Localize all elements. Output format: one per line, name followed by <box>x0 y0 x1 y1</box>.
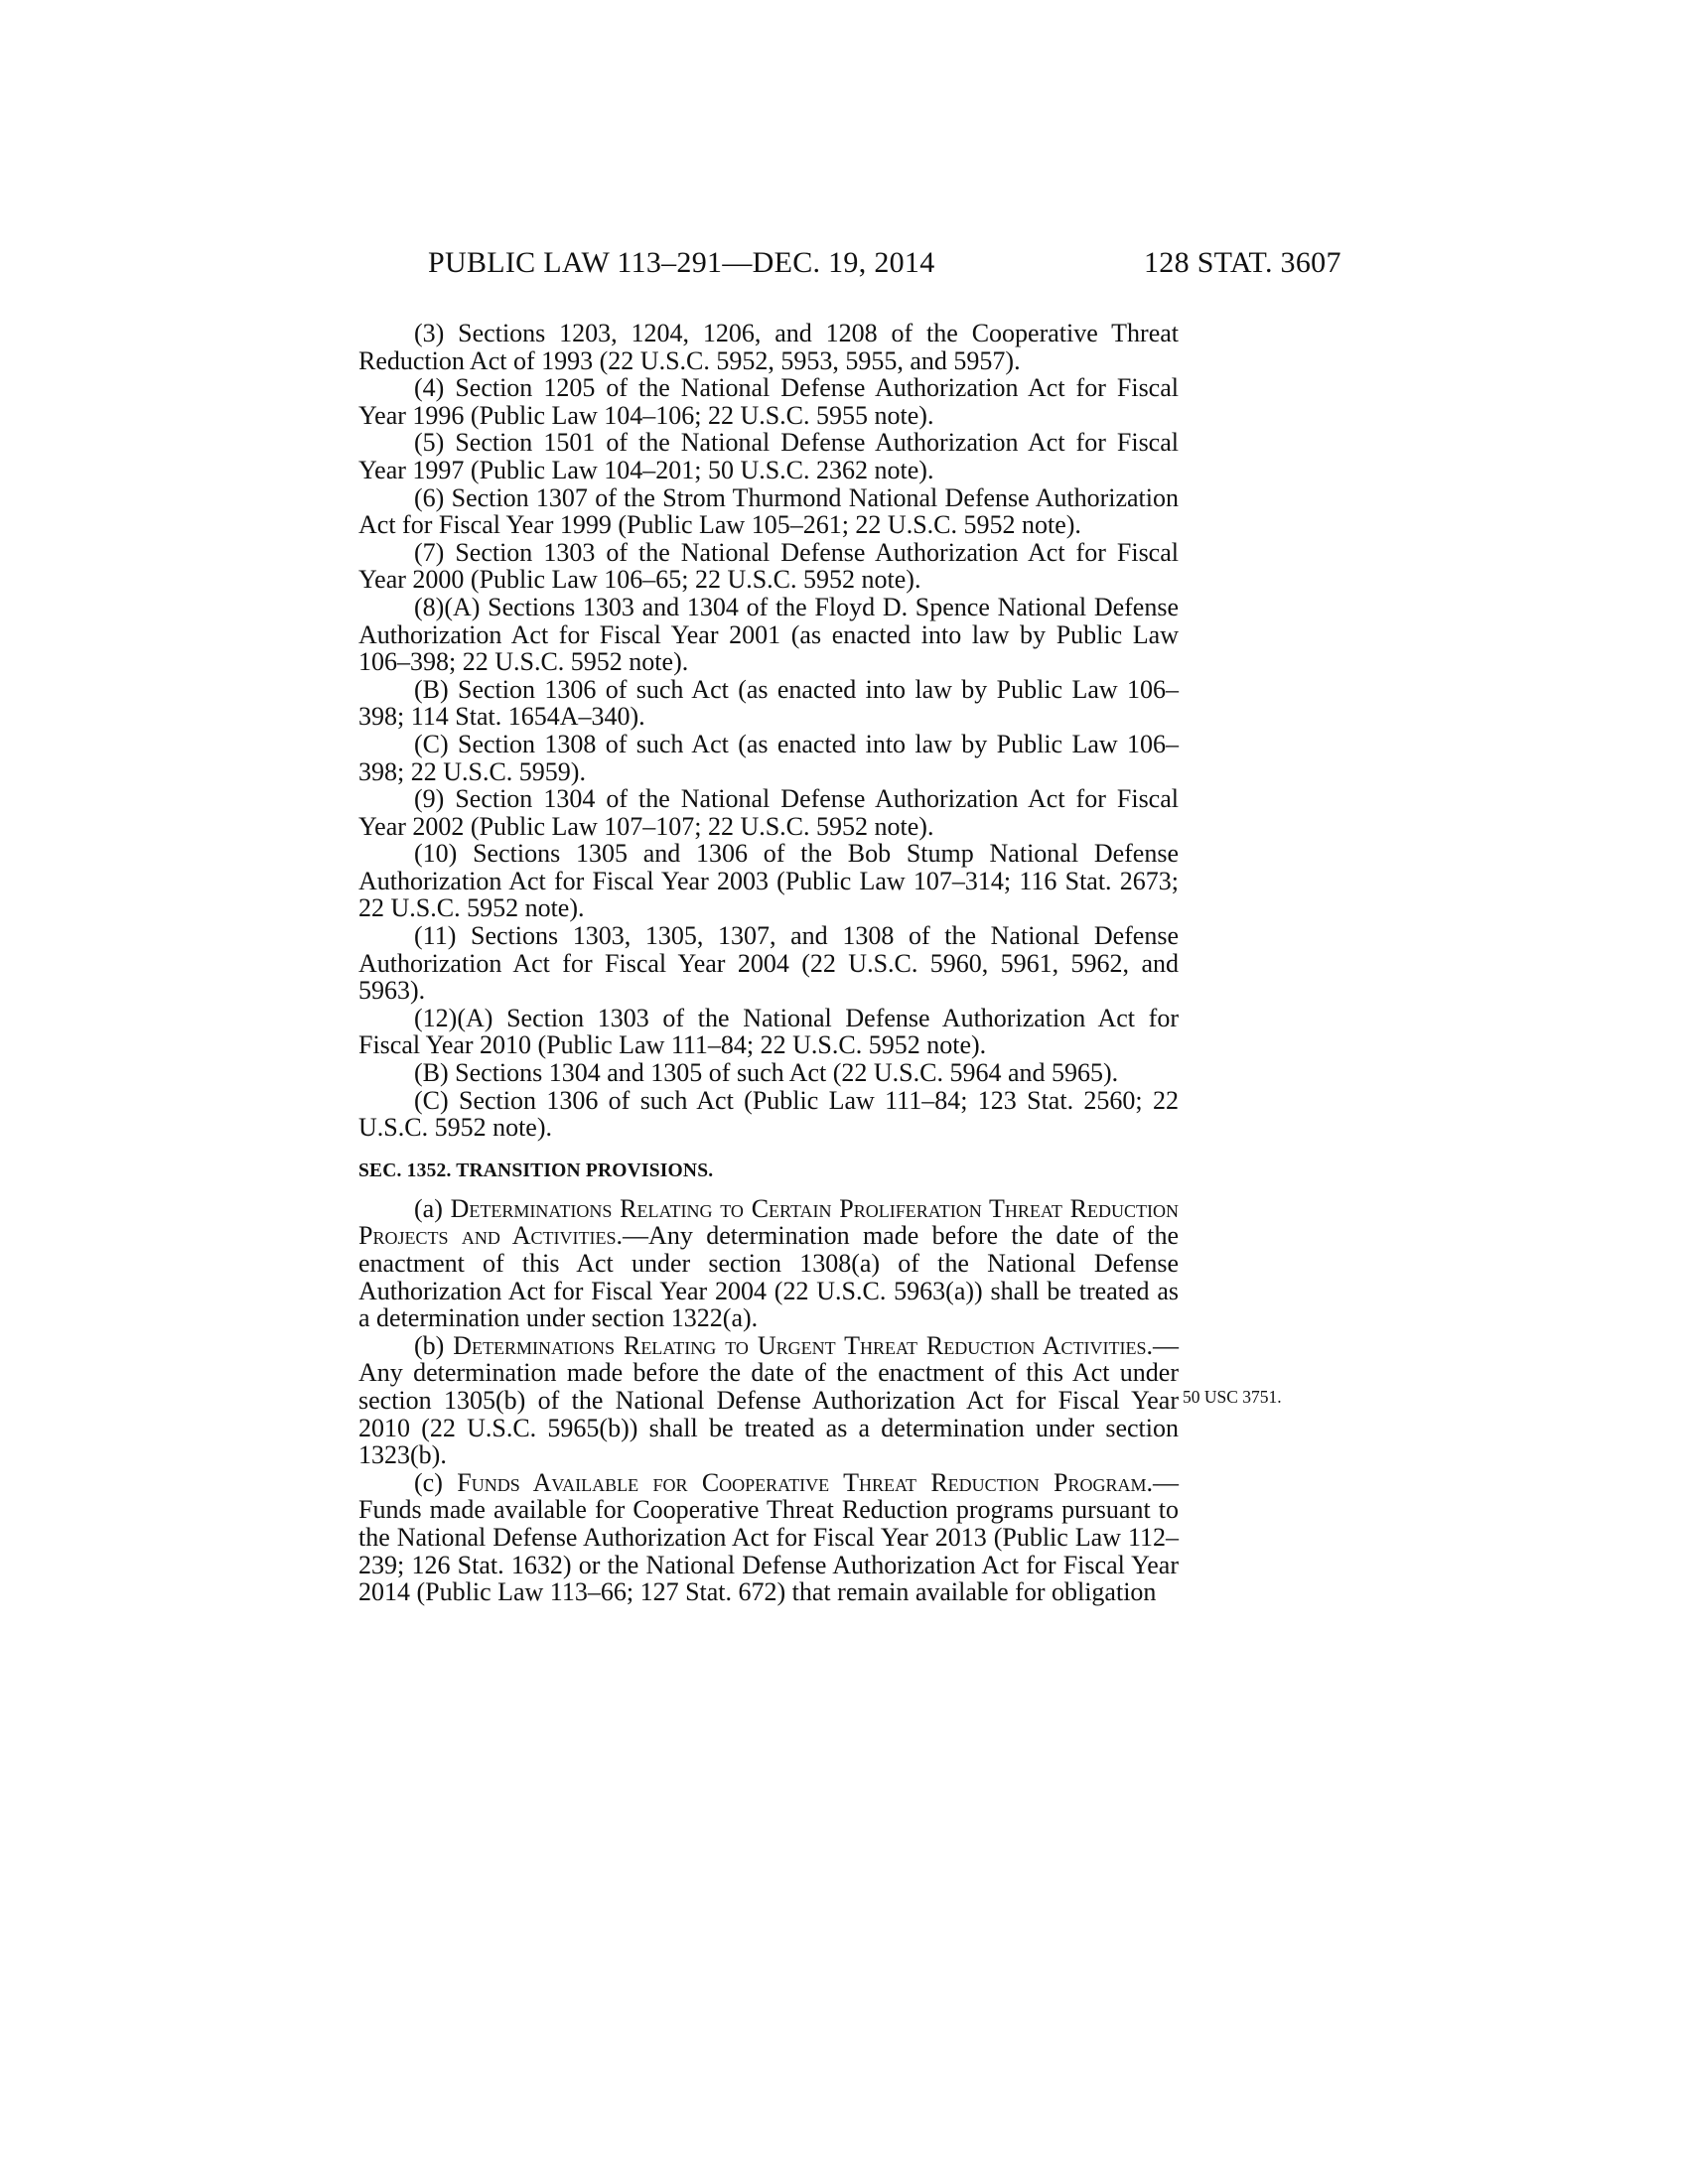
stat-page-number: 128 STAT. 3607 <box>1144 246 1341 279</box>
subsection-caption: Determinations Relating to Urgent Threat Reduction Activities. <box>453 1330 1153 1360</box>
subsection-text: —Any determination made before the date of the enactment of this Act under section 1308(a) of the National Defense Authorization Act for Fiscal Year 2004 (22 U.S.C. 5963(a)) shall be treated as a determination under section 1322(a). <box>358 1221 1179 1333</box>
list-item: (11) Sections 1303, 1305, 1307, and 1308 of the National Defense Authorization Act for Fiscal Year 2004 (22 U.S.C. 5960, 5961, 5962, and 5963). <box>358 921 1179 1006</box>
list-item: (C) Section 1308 of such Act (as enacted into law by Public Law 106–398; 22 U.S.C. 5959). <box>358 729 1179 786</box>
list-item: (5) Section 1501 of the National Defense Authorization Act for Fiscal Year 1997 (Public Law 104–201; 50 U.S.C. 2362 note). <box>358 428 1179 484</box>
subsection-text: —Funds made available for Cooperative Threat Reduction programs pursuant to the National Defense Authorization Act for Fiscal Year 2013 (Public Law 112–239; 126 Stat. 1632) or the National Defense Authorization Act for Fiscal Year 2014 (Public Law 113–66; 127 Stat. 672) that remain available for obligation <box>358 1467 1179 1607</box>
section-heading: SEC. 1352. TRANSITION PROVISIONS. <box>358 1160 714 1181</box>
list-item: (4) Section 1205 of the National Defense Authorization Act for Fiscal Year 1996 (Public Law 104–106; 22 U.S.C. 5955 note). <box>358 373 1179 430</box>
subsection-label: (a) <box>414 1193 451 1223</box>
margin-note: 50 USC 3751. <box>1183 1387 1282 1407</box>
subsection-b <box>358 1332 1179 1469</box>
list-item: (6) Section 1307 of the Strom Thurmond National Defense Authorization Act for Fiscal Year 1999 (Public Law 105–261; 22 U.S.C. 5952 note). <box>358 482 1179 540</box>
subsection-caption: Funds Available for Cooperative Threat Reduction Program. <box>457 1467 1153 1497</box>
subsection-c <box>358 1469 1179 1606</box>
list-item: (9) Section 1304 of the National Defense Authorization Act for Fiscal Year 2002 (Public Law 107–107; 22 U.S.C. 5952 note). <box>358 784 1179 841</box>
list-item: (C) Section 1306 of such Act (Public Law 111–84; 123 Stat. 2560; 22 U.S.C. 5952 note). <box>358 1085 1179 1143</box>
subsection-label: (b) <box>414 1330 454 1360</box>
subsection-text: —Any determination made before the date of the enactment of this Act under section 1305(b) of the National Defense Authorization Act for Fiscal Year 2010 (22 U.S.C. 5965(b)) shall be treated as a determination under section 1323(b). <box>358 1330 1179 1470</box>
list-item: (3) Sections 1203, 1204, 1206, and 1208 of the Cooperative Threat Reduction Act of 1993 (22 U.S.C. 5952, 5953, 5955, and 5957). <box>358 319 1179 375</box>
list-item: (B) Section 1306 of such Act (as enacted into law by Public Law 106–398; 114 Stat. 1654A–340). <box>358 674 1179 732</box>
subsection-a <box>358 1195 1179 1332</box>
running-head-title: PUBLIC LAW 113–291—DEC. 19, 2014 <box>428 246 935 279</box>
list-item: (10) Sections 1305 and 1306 of the Bob Stump National Defense Authorization Act for Fiscal Year 2003 (Public Law 107–314; 116 Stat. 2673; 22 U.S.C. 5952 note). <box>358 839 1179 923</box>
subsection-caption: Determinations Relating to Certain Proliferation Threat Reduction Projects and Activities. <box>358 1193 1179 1251</box>
list-item: (12)(A) Section 1303 of the National Defense Authorization Act for Fiscal Year 2010 (Public Law 111–84; 22 U.S.C. 5952 note). <box>358 1003 1179 1060</box>
list-item: (B) Sections 1304 and 1305 of such Act (22 U.S.C. 5964 and 5965). <box>414 1058 1119 1088</box>
body-text <box>358 320 1179 1606</box>
list-item: (8)(A) Sections 1303 and 1304 of the Floyd D. Spence National Defense Authorization Act for Fiscal Year 2001 (as enacted into law by Public Law 106–398; 22 U.S.C. 5952 note). <box>358 592 1179 677</box>
subsection-label: (c) <box>414 1467 458 1497</box>
list-item: (7) Section 1303 of the National Defense Authorization Act for Fiscal Year 2000 (Public Law 106–65; 22 U.S.C. 5952 note). <box>358 537 1179 595</box>
